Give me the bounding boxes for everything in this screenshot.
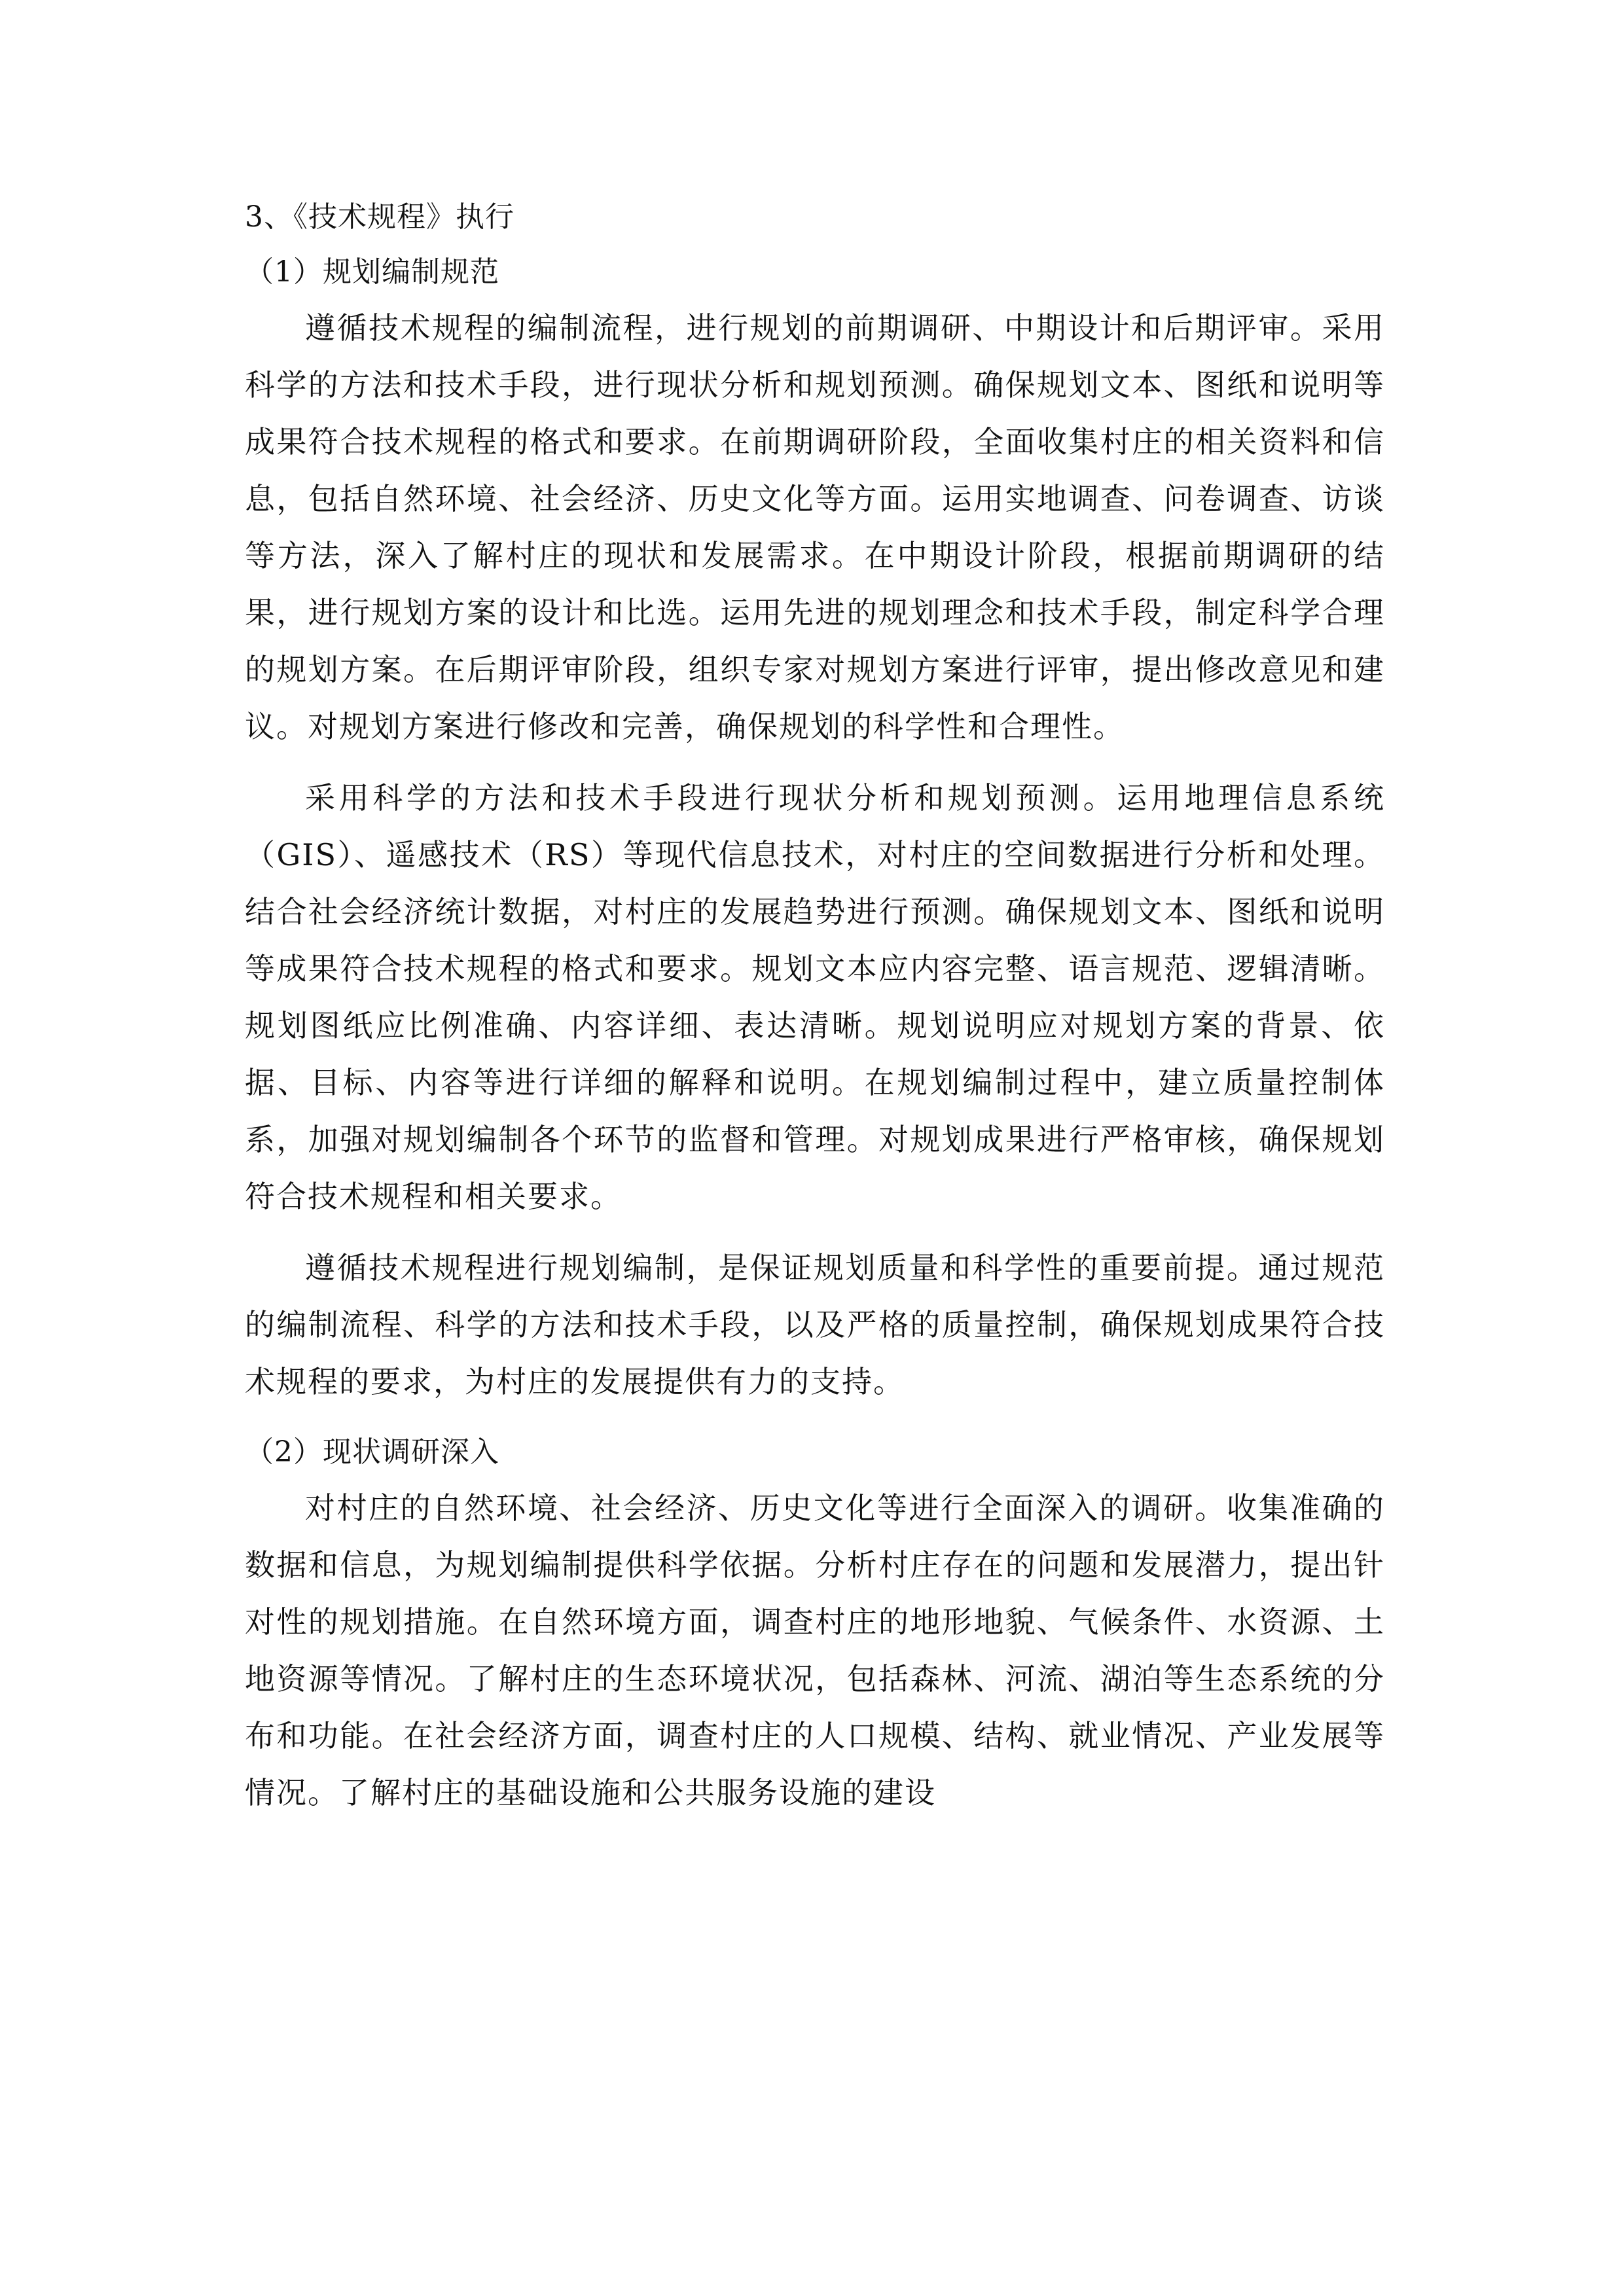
paragraph: 遵循技术规程的编制流程，进行规划的前期调研、中期设计和后期评审。采用科学的方法和技术手段，进行现状分析和规划预测。确保规划文本、图纸和说明等成果符合技术规程的格式和要求。在前期调研阶段，全面收集村庄的相关资料和信息，包括自然环境、社会经济、历史文化等方面。运用实地调查、问卷调查、访谈等方法，深入了解村庄的现状和发展需求。在中期设计阶段，根据前期调研的结果，进行规划方案的设计和比选。运用先进的规划理念和技术手段，制定科学合理的规划方案。在后期评审阶段，组织专家对规划方案进行评审，提出修改意见和建议。对规划方案进行修改和完善，确保规划的科学性和合理性。	[245, 310, 1385, 744]
subsection-title-2: （2）现状调研深入	[245, 1435, 499, 1469]
document-body	[245, 190, 1385, 1836]
subsection-title-1: （1）规划编制规范	[245, 255, 499, 289]
paragraph: 对村庄的自然环境、社会经济、历史文化等进行全面深入的调研。收集准确的数据和信息，为规划编制提供科学依据。分析村庄存在的问题和发展潜力，提出针对性的规划措施。在自然环境方面，调查村庄的地形地貌、气候条件、水资源、土地资源等情况。了解村庄的生态环境状况，包括森林、河流、湖泊等生态系统的分布和功能。在社会经济方面，调查村庄的人口规模、结构、就业情况、产业发展等情况。了解村庄的基础设施和公共服务设施的建设	[245, 1490, 1385, 1810]
section-heading: 3、《技术规程》执行	[245, 200, 514, 234]
paragraph: 采用科学的方法和技术手段进行现状分析和规划预测。运用地理信息系统（GIS）、遥感技术（RS）等现代信息技术，对村庄的空间数据进行分析和处理。结合社会经济统计数据，对村庄的发展趋势进行预测。确保规划文本、图纸和说明等成果符合技术规程的格式和要求。规划文本应内容完整、语言规范、逻辑清晰。规划图纸应比例准确、内容详细、表达清晰。规划说明应对规划方案的背景、依据、目标、内容等进行详细的解释和说明。在规划编制过程中，建立质量控制体系，加强对规划编制各个环节的监督和管理。对规划成果进行严格审核，确保规划符合技术规程和相关要求。	[245, 780, 1385, 1214]
paragraph: 遵循技术规程进行规划编制，是保证规划质量和科学性的重要前提。通过规范的编制流程、科学的方法和技术手段，以及严格的质量控制，确保规划成果符合技术规程的要求，为村庄的发展提供有力的支持。	[245, 1250, 1385, 1399]
